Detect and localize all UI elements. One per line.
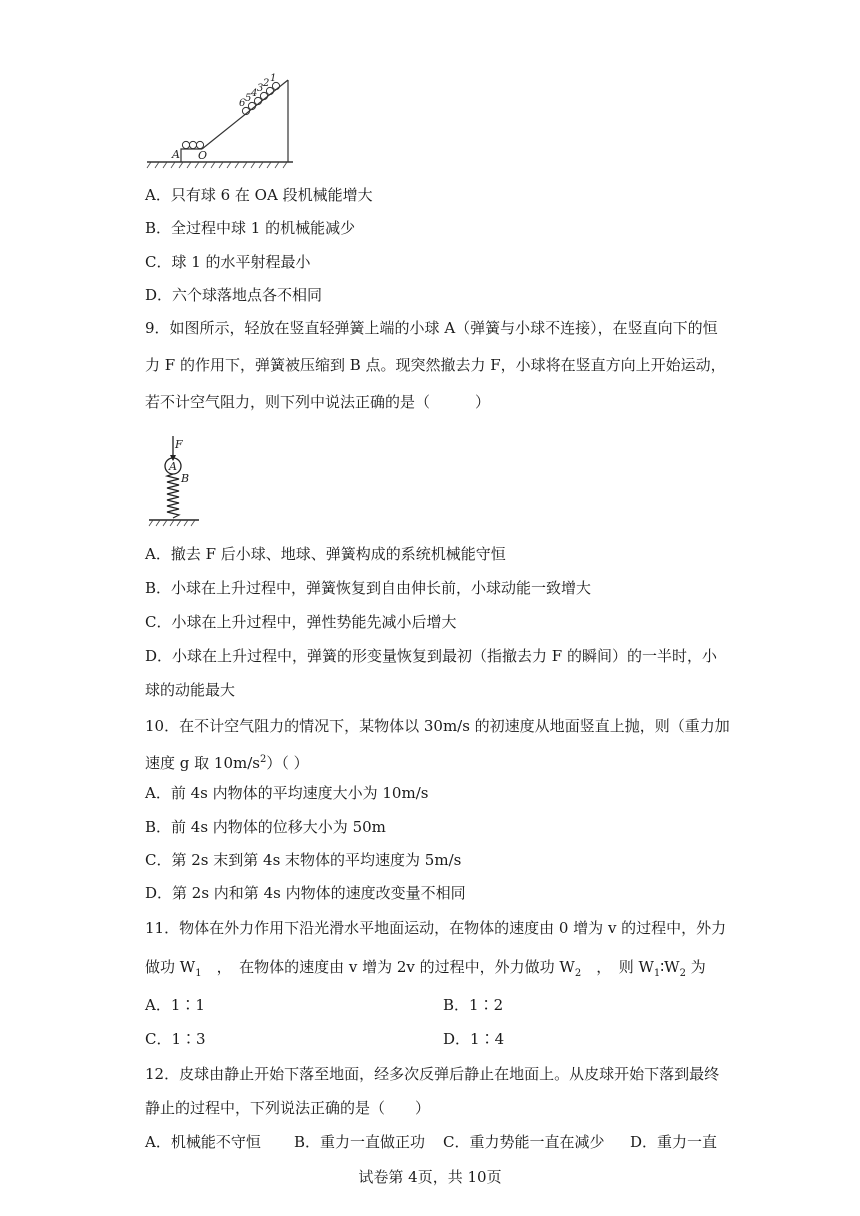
q10-stem-line-2-main: 速度 g 取 10m/s	[145, 754, 260, 772]
q9-stem-line-2: 力 F 的作用下，弹簧被压缩到 B 点。现突然撤去力 F，小球将在竖直方向上开始运动，	[145, 356, 726, 374]
q12-option-a: A．机械能不守恒	[145, 1133, 261, 1151]
q10-stem-line-2-end: ）（ ）	[266, 754, 309, 772]
q9-option-b: B．小球在上升过程中，弹簧恢复到自由伸长前，小球动能一致增大	[145, 579, 592, 597]
q9-stem-line-1: 9．如图所示，轻放在竖直轻弹簧上端的小球 A（弹簧与小球不连接），在竖直向下的恒	[145, 319, 718, 337]
q8-option-c: C．球 1 的水平射程最小	[145, 253, 311, 271]
fig1-number-5: 5	[245, 93, 252, 104]
q11-option-d: D．1∶4	[443, 1030, 505, 1048]
q8-option-a: A．只有球 6 在 OA 段机械能增大	[145, 186, 373, 204]
q10-option-b: B．前 4s 内物体的位移大小为 50m	[145, 818, 386, 836]
q11-l2-part-e: 为	[685, 958, 706, 976]
q12-stem-line-1: 12．皮球由静止开始下落至地面，经多次反弹后静止在地面上。从皮球开始下落到最终	[145, 1065, 720, 1083]
spring-ball-figure	[145, 434, 205, 530]
fig1-number-4: 4	[251, 88, 258, 99]
q11-sub-2: 2	[574, 968, 582, 979]
q10-stem-line-2	[145, 750, 309, 773]
fig1-number-2: 2	[263, 78, 270, 89]
q9-option-d: D．小球在上升过程中，弹簧的形变量恢复到最初（指撤去力 F 的瞬间）的一半时，小	[145, 647, 717, 665]
q11-l2-part-c: ， 则 W	[581, 958, 654, 976]
q11-stem-line-2	[145, 957, 706, 984]
q10-stem-line-1: 10．在不计空气阻力的情况下，某物体以 30m/s 的初速度从地面竖直上抛，则（重力加	[145, 717, 730, 735]
q11-l2-part-b: ， 在物体的速度由 v 增为 2v 的过程中，外力做功 W	[201, 958, 575, 976]
q12-stem-line-2: 静止的过程中，下列说法正确的是（ ）	[145, 1099, 431, 1117]
q10-option-c: C．第 2s 末到第 4s 末物体的平均速度为 5m/s	[145, 851, 462, 869]
fig1-label-A: A	[172, 148, 180, 161]
q10-option-d: D．第 2s 内和第 4s 内物体的速度改变量不相同	[145, 884, 466, 902]
q10-exponent: 2	[259, 754, 267, 765]
q8-option-b: B．全过程中球 1 的机械能减少	[145, 219, 356, 237]
fig2-label-B: B	[181, 472, 190, 485]
q12-option-d: D．重力一直	[630, 1133, 718, 1151]
fig1-label-O: O	[198, 149, 208, 162]
q11-sub-1: 1	[195, 968, 202, 979]
q11-sub-4: 2	[679, 968, 686, 979]
q12-option-c: C．重力势能一直在减少	[443, 1133, 605, 1151]
q11-l2-part-d: ∶W	[660, 958, 680, 976]
incline-balls-figure	[145, 70, 295, 172]
fig2-label-A: A	[169, 460, 177, 473]
q8-option-d: D．六个球落地点各不相同	[145, 286, 323, 304]
q9-option-c: C．小球在上升过程中，弹性势能先减小后增大	[145, 613, 457, 631]
q9-option-d-continued: 球的动能最大	[145, 681, 236, 699]
fig1-number-6: 6	[239, 98, 246, 109]
q12-option-b: B．重力一直做正功	[294, 1133, 426, 1151]
fig1-number-3: 3	[257, 83, 264, 94]
q11-option-c: C．1∶3	[145, 1030, 206, 1048]
page-footer: 试卷第 4页，共 10页	[358, 1168, 502, 1186]
q11-stem-line-1: 11．物体在外力作用下沿光滑水平地面运动，在物体的速度由 0 增为 v 的过程中，外力	[145, 919, 727, 937]
q9-stem-line-3: 若不计空气阻力，则下列中说法正确的是（ ）	[145, 393, 491, 411]
q11-option-b: B．1∶2	[443, 996, 504, 1014]
q11-sub-3: 1	[653, 968, 661, 979]
q11-option-a: A．1∶1	[145, 996, 205, 1014]
q11-l2-part-a: 做功 W	[145, 958, 196, 976]
q10-option-a: A．前 4s 内物体的平均速度大小为 10m/s	[145, 784, 429, 802]
q9-option-a: A．撤去 F 后小球、地球、弹簧构成的系统机械能守恒	[145, 545, 506, 563]
fig2-label-F: F	[175, 438, 183, 451]
fig1-number-1: 1	[270, 73, 277, 84]
